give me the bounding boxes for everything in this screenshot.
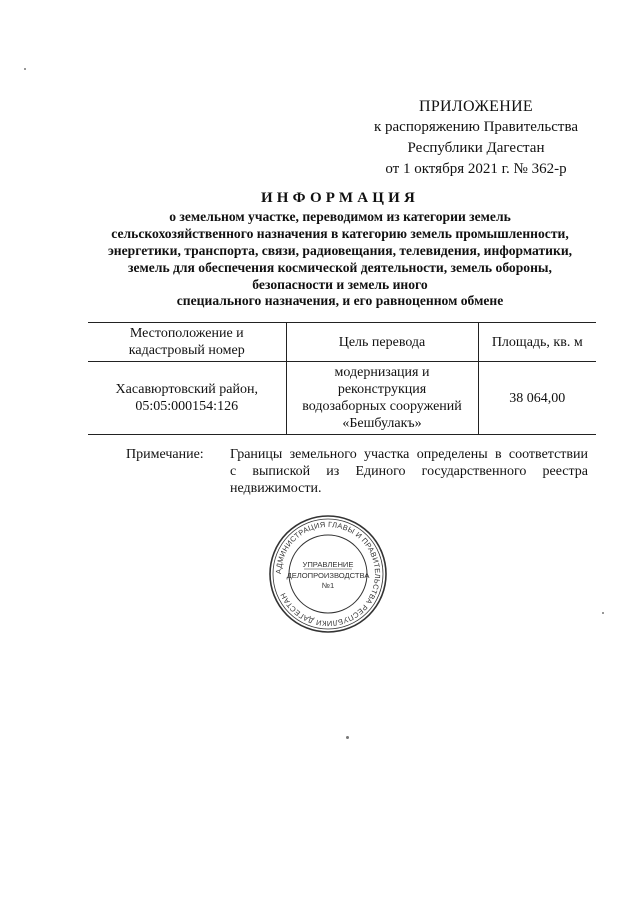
- scan-speck: [24, 68, 26, 70]
- annex-republic-line: Республики Дагестан: [407, 140, 545, 156]
- document-title: [60, 190, 620, 310]
- title-line: безопасности и земель иного: [252, 276, 428, 292]
- seal-center-line3: №1: [321, 581, 335, 590]
- title-line: специального назначения, и его равноценном обмене: [176, 293, 504, 309]
- annex-order-line: к распоряжению Правительства: [373, 119, 578, 135]
- seal-center-line1: УПРАВЛЕНИЕ: [302, 560, 354, 569]
- annex-title: ПРИЛОЖЕНИЕ: [418, 98, 533, 115]
- title-line: сельскохозяйственного назначения в категорию земель промышленности,: [111, 225, 569, 241]
- note-label: Примечание:: [126, 447, 204, 462]
- title-line: о земельном участке, переводимом из категории земель: [169, 208, 511, 224]
- cell-location: Хасавюртовский район, 05:05:000154:126: [88, 362, 286, 435]
- note-text: Границы земельного участка определены в соответствии с выпиской из Единого государственного реестра недвижимости.: [230, 447, 588, 496]
- title-heading: ИНФОРМАЦИЯ: [260, 190, 420, 206]
- table-header-row: [88, 323, 596, 362]
- title-line: энергетики, транспорта, связи, радиовещания, телевидения, информатики,: [107, 242, 573, 258]
- seal-stamp: [266, 512, 390, 636]
- header-purpose: Цель перевода: [286, 323, 478, 362]
- cell-purpose: модернизация и реконструкция водозаборных сооружений «Бешбулакъ»: [286, 362, 478, 435]
- header-location: Местоположение и кадастровый номер: [88, 323, 286, 362]
- official-seal: [266, 512, 390, 636]
- scan-speck: [602, 612, 604, 614]
- cell-area: 38 064,00: [478, 362, 596, 435]
- header-area: Площадь, кв. м: [478, 323, 596, 362]
- annex-date-line: от 1 октября 2021 г. № 362-р: [385, 161, 567, 177]
- title-line: земель для обеспечения космической деятельности, земель обороны,: [128, 259, 552, 275]
- table-row: [88, 362, 596, 435]
- land-info-table: [88, 322, 596, 435]
- annex-header: [340, 96, 612, 180]
- seal-center-line2: ДЕЛОПРОИЗВОДСТВА: [286, 571, 370, 580]
- seal-ring-text: АДМИНИСТРАЦИЯ ГЛАВЫ И ПРАВИТЕЛЬСТВА РЕСПУБЛИКИ ДАГЕСТАН: [273, 519, 383, 629]
- scan-speck: [346, 736, 349, 739]
